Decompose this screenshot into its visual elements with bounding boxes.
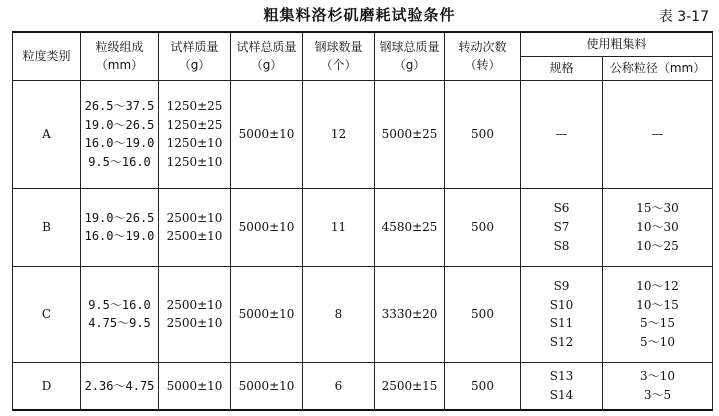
cell-spec: [521, 266, 603, 362]
cell-ball-mass: 3330±20: [375, 266, 445, 362]
table-row: [13, 80, 713, 188]
cell-sizes-line: 9.5～16.0: [88, 154, 151, 169]
cell-ball-mass: 2500±15: [375, 362, 445, 410]
cell-spec-line: S8: [553, 238, 570, 253]
table-row: [13, 266, 713, 362]
cell-sizes-line: 9.5～16.0: [88, 297, 151, 312]
cell-revolutions: 500: [445, 80, 521, 188]
cell-nominal-line: 10～25: [636, 238, 679, 253]
cell-nominal-line: 3～10: [640, 369, 675, 384]
cell-sizes: [81, 266, 159, 362]
cell-sample-mass: [159, 266, 231, 362]
cell-sample-mass-line: 1250±10: [166, 154, 223, 169]
header-sample-mass: 试样质量 （g）: [159, 32, 231, 80]
cell-sample-mass: [159, 80, 231, 188]
cell-spec-line: S7: [553, 219, 570, 234]
cell-sample-mass-line: 1250±25: [166, 117, 223, 132]
cell-spec-line: S10: [549, 297, 574, 312]
cell-sizes: [81, 80, 159, 188]
cell-spec-line: S9: [553, 279, 570, 294]
header-nominal: 公称粒径（mm）: [603, 56, 713, 80]
cell-sizes-line: 16.0～19.0: [84, 136, 155, 151]
abrasion-test-table: [12, 31, 713, 411]
cell-sample-mass-line: 2500±10: [166, 229, 223, 244]
cell-nominal-line: 10～12: [636, 279, 679, 294]
cell-sizes-line: 19.0～26.5: [84, 117, 155, 132]
cell-nominal-line: 10～15: [636, 297, 679, 312]
header-category: 粒度类别: [13, 32, 81, 80]
cell-total-mass: 5000±10: [231, 80, 303, 188]
cell-nominal: [603, 362, 713, 410]
cell-nominal-line: —: [651, 126, 664, 141]
table-row: [13, 362, 713, 410]
cell-total-mass: 5000±10: [231, 188, 303, 266]
cell-sample-mass-line: 2500±10: [166, 297, 223, 312]
cell-sizes: [81, 362, 159, 410]
cell-sizes-line: 4.75～9.5: [88, 316, 151, 331]
cell-category: D: [13, 362, 81, 410]
cell-revolutions: 500: [445, 188, 521, 266]
cell-revolutions: 500: [445, 362, 521, 410]
cell-balls: 12: [303, 80, 375, 188]
table-title: 粗集料洛杉矶磨耗试验条件: [263, 6, 456, 24]
cell-sizes-line: 16.0～19.0: [84, 229, 155, 244]
header-ball-mass: 钢球总质量 （g）: [375, 32, 445, 80]
cell-spec-line: S13: [549, 369, 574, 384]
table-row: [13, 188, 713, 266]
cell-nominal-line: 5～15: [640, 316, 675, 331]
cell-nominal: [603, 266, 713, 362]
cell-spec-line: S6: [553, 201, 570, 216]
cell-ball-mass: 5000±25: [375, 80, 445, 188]
cell-nominal-line: 5～10: [640, 334, 675, 349]
cell-revolutions: 500: [445, 266, 521, 362]
cell-spec-line: S12: [549, 334, 574, 349]
table-number: 表 3-17: [658, 9, 709, 25]
cell-spec: [521, 362, 603, 410]
cell-total-mass: 5000±10: [231, 266, 303, 362]
cell-balls: 8: [303, 266, 375, 362]
cell-total-mass: 5000±10: [231, 362, 303, 410]
header-sizes: 粒级组成 （mm）: [81, 32, 159, 80]
cell-sizes-line: 2.36～4.75: [84, 378, 155, 393]
header-aggregate-group: 使用粗集料: [521, 32, 713, 56]
cell-category: C: [13, 266, 81, 362]
cell-nominal-line: 10～30: [636, 219, 679, 234]
cell-balls: 6: [303, 362, 375, 410]
cell-sample-mass: [159, 188, 231, 266]
header-revolutions: 转动次数 （转）: [445, 32, 521, 80]
cell-spec-line: S11: [549, 316, 574, 331]
cell-sample-mass: [159, 362, 231, 410]
cell-balls: 11: [303, 188, 375, 266]
cell-nominal-line: 3～5: [643, 387, 672, 402]
header-balls: 钢球数量 （个）: [303, 32, 375, 80]
cell-category: B: [13, 188, 81, 266]
cell-sizes-line: 19.0～26.5: [84, 210, 155, 225]
cell-spec: [521, 80, 603, 188]
header-spec: 规格: [521, 56, 603, 80]
cell-sample-mass-line: 5000±10: [166, 378, 223, 393]
cell-sizes: [81, 188, 159, 266]
cell-category: A: [13, 80, 81, 188]
cell-sample-mass-line: 1250±25: [166, 98, 223, 113]
cell-nominal: [603, 188, 713, 266]
cell-sizes-line: 26.5～37.5: [84, 98, 155, 113]
cell-nominal: [603, 80, 713, 188]
cell-sample-mass-line: 2500±10: [166, 210, 223, 225]
cell-spec: [521, 188, 603, 266]
cell-sample-mass-line: 2500±10: [166, 316, 223, 331]
cell-spec-line: —: [555, 126, 568, 141]
cell-nominal-line: 15～30: [636, 201, 679, 216]
cell-spec-line: S14: [549, 387, 574, 402]
cell-ball-mass: 4580±25: [375, 188, 445, 266]
cell-sample-mass-line: 1250±10: [166, 136, 223, 151]
header-total-mass: 试样总质量 （g）: [231, 32, 303, 80]
